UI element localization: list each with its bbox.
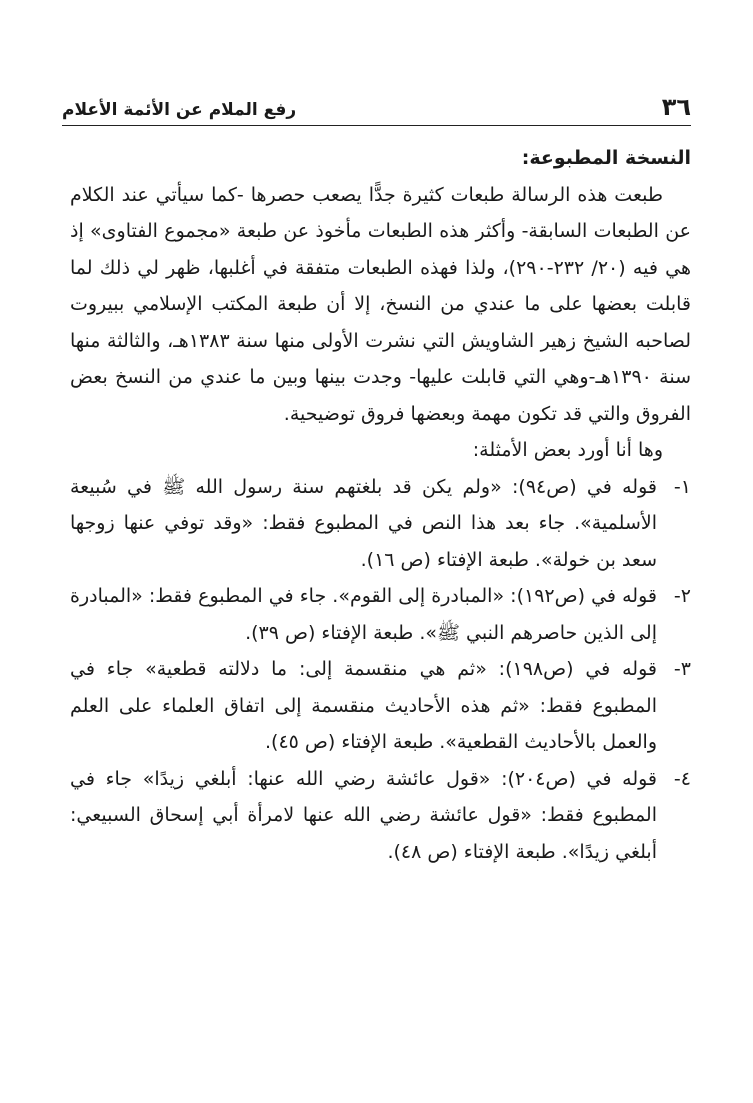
example-number: ١- — [673, 475, 691, 498]
example-text: قوله في (ص٩٤): «ولم يكن قد بلغتهم سنة رسول الله ﷺ في سُبيعة الأسلمية». جاء بعد هذا النص في المطبوع فقط: «وقد توفي عنها زوجها سعد بن خولة». طبعة الإفتاء (ص ١٦). — [70, 475, 657, 571]
examples-list — [70, 469, 691, 871]
example-item-4 — [70, 761, 691, 871]
section-heading: النسخة المطبوعة: — [521, 147, 691, 169]
page-number: ٣٦ — [661, 93, 691, 121]
example-item-3 — [70, 651, 691, 761]
example-item-1 — [70, 469, 691, 579]
running-title: رفع الملام عن الأئمة الأعلام — [62, 100, 297, 120]
example-number: ٢- — [673, 585, 691, 607]
body-paragraph: طبعت هذه الرسالة طبعات كثيرة جدًّا يصعب حصرها -كما سيأتي عند الكلام عن الطبعات السابقة- وأكثر هذه الطبعات مأخوذ عن طبعة «مجموع الفتاوى» إذ هي فيه (٢٠/ ٢٣٢-٢٩٠)، ولذا فهذه الطبعات متفقة في أغلبها، ظهر لي ذلك لما قابلت بعضها على ما عندي من النسخ، إلا أن طبعة المكتب الإسلامي ببيروت لصاحبه الشيخ زهير الشاويش التي نشرت الأولى منها سنة ١٣٨٣هـ، والثالثة منها سنة ١٣٩٠هـ-وهي التي قابلت عليها- وجدت بينها وبين ما عندي من النسخ بعض الفروق والتي قد تكون مهمة وبعضها فروق توضيحية. — [70, 183, 691, 425]
example-text: قوله في (ص٢٠٤): «قول عائشة رضي الله عنها: أبلغي زيدًا» جاء في المطبوع فقط: «قول عائشة رضي الله عنها لامرأة أبي إسحاق السبيعي: أبلغي زيدًا». طبعة الإفتاء (ص ٤٨). — [70, 767, 658, 863]
example-text: قوله في (ص١٩٨): «ثم هي منقسمة إلى: ما دلالته قطعية» جاء في المطبوع فقط: «ثم هذه الأحاديث منقسمة إلى اتفاق العلماء على العلم والعمل بالأحاديث القطعية». طبعة الإفتاء (ص ٤٥). — [70, 658, 657, 753]
example-number: ٤- — [673, 767, 691, 790]
example-text: قوله في (ص١٩٢): «المبادرة إلى القوم». جاء في المطبوع فقط: «المبادرة إلى الذين حاصرهم النبي ﷺ». طبعة الإفتاء (ص ٣٩). — [70, 585, 657, 644]
page-body — [70, 140, 691, 870]
example-number: ٣- — [673, 658, 691, 680]
example-item-2 — [70, 578, 691, 651]
page-header — [62, 86, 691, 126]
examples-intro: وها أنا أورد بعض الأمثلة: — [472, 439, 663, 461]
